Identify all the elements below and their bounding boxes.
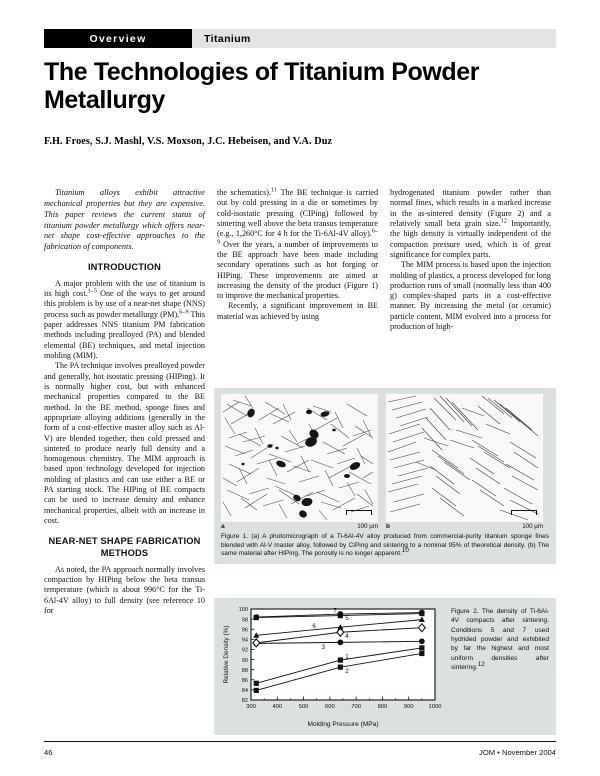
micrograph-a [221, 394, 378, 522]
svg-text:88: 88 [241, 667, 248, 674]
svg-text:Relative Density (%): Relative Density (%) [223, 625, 230, 684]
figure-2 [214, 598, 556, 735]
col2-p1-a: the schematics). [217, 188, 272, 197]
svg-text:3: 3 [321, 643, 326, 651]
figure-2-caption [451, 603, 549, 730]
svg-text:100: 100 [238, 607, 248, 614]
micrograph-b-footer [386, 523, 543, 530]
micrograph-b-graphic [386, 394, 543, 522]
figure-2-citation-ref: 12 [477, 660, 485, 668]
col1-p1-a: A major problem with the use of titanium is its high cost. [44, 278, 205, 299]
figure-2-caption-text: Figure 2. The density of Ti-6Al-4V compacts after sintering. Conditions 5 and 7 used hydrided powder and exhibited by far the highest and most uniform densities after sintering. [451, 608, 549, 672]
col3-paragraph-2: The MIM process is based upon the injection molding of plastics, a process developed for long production runs of small (normally less than 400 g) complex-shaped parts in a cost-effective manner. By increasing the metal (or ceramic) particle content, MIM evolved into a process for production of high- [390, 260, 551, 332]
svg-text:6: 6 [312, 623, 316, 631]
micrograph-a-wrap [221, 394, 378, 530]
chart-relative-density [221, 603, 443, 730]
micrograph-a-graphic [221, 394, 378, 522]
micrograph-a-footer [221, 523, 378, 530]
col1-paragraph-3: As noted, the PA approach normally involves compaction by HIPing below the beta transus temperature (which is about 996°C for the Ti-6Al-4V alloy) to full density (see reference 10 for [44, 564, 205, 616]
figure-1-caption-text: Figure 1. (a) A photomicrograph of a Ti-6Al-4V alloy produced from commercial-purity titanium sponge fines blended with Al-V master alloy, followed by CIPing and sintering to a nominal 95% of theoretical density. (b) The same material after HIPing. The porosity is no longer apparent. [221, 533, 549, 558]
svg-text:500: 500 [298, 704, 309, 710]
svg-text:4: 4 [345, 632, 349, 640]
heading-introduction: INTRODUCTION [87, 262, 162, 273]
svg-text:900: 900 [403, 704, 414, 710]
scale-bar-a [346, 510, 372, 518]
footer-divider [44, 741, 556, 742]
col2-p1-b: The BE technique is carried out by cold pressing in a die or sometimes by cold-isostatic pressing (CIPing) followed by sintering well above the beta transus temperature (e.g., 1,260°C for 4 h for the Ti-6Al-4V alloy). [217, 188, 379, 239]
col2-paragraph-2: Recently, a significant improvement in BE material was achieved by using [217, 301, 378, 321]
page-title: The Technologies of Titanium Powder Metallurgy [44, 58, 480, 114]
figure-1a-label: a [221, 523, 225, 530]
page-footer [44, 748, 556, 757]
svg-text:98: 98 [241, 617, 248, 624]
section-banner [44, 29, 556, 48]
figure-1-images [221, 394, 549, 530]
svg-text:1: 1 [345, 653, 349, 661]
page-number: 46 [44, 748, 53, 757]
svg-text:5: 5 [345, 615, 349, 623]
svg-text:2: 2 [345, 668, 349, 676]
svg-text:82: 82 [241, 698, 248, 705]
figure-1b-label: b [386, 523, 391, 530]
body-column-1 [44, 188, 205, 616]
micrograph-b-wrap [386, 394, 543, 530]
author-list: F.H. Froes, S.J. Mashl, V.S. Moxson, J.C. Hebeisen, and V.A. Duz [44, 136, 333, 147]
col2-paragraph-1 [217, 188, 378, 301]
citation-ref-1-5: 1–5 [87, 287, 97, 295]
svg-text:96: 96 [241, 627, 248, 634]
figure-1-citation-ref: 10 [401, 547, 409, 555]
col1-p1-c: This paper addresses NNS titanium PM fabrication methods including prealloyed (PA) and blended elemental (BE) techniques, and metal injection molding (MIM). [44, 309, 205, 360]
svg-text:800: 800 [377, 704, 388, 710]
body-column-2 [217, 188, 378, 322]
svg-text:7: 7 [333, 607, 337, 615]
scale-bar-b [511, 510, 537, 518]
chart-svg [221, 603, 443, 730]
col1-paragraph-1 [44, 279, 205, 362]
col3-p1-b: Importantly, the high density is virtually independent of the compaction pressure used, which is of great significance for complex parts. [390, 218, 551, 259]
svg-text:Molding Pressure (MPa): Molding Pressure (MPa) [307, 721, 379, 728]
svg-text:700: 700 [351, 704, 361, 710]
svg-text:84: 84 [241, 688, 248, 695]
citation-ref-6-9-b: 6–9 [217, 227, 378, 245]
figure-1 [214, 388, 556, 564]
svg-text:86: 86 [241, 677, 248, 684]
col2-p1-c: Over the years, a number of improvements to the BE approach have been made including secondary operations such as hot forging or HIPing. These improvements are aimed at increasing the density of the product (Figure 1) to improve the mechanical properties. [217, 239, 378, 301]
citation-ref-12: 12 [500, 217, 507, 225]
figure-1b-scale-text: 100 µm [522, 523, 543, 530]
col3-paragraph-1 [390, 188, 551, 260]
citation-ref-11: 11 [271, 186, 277, 194]
figure-1-caption [221, 533, 549, 559]
col1-paragraph-2: The PA technique involves prealloyed powder and generally, hot isostatic pressing (HIPing). It is normally higher cost, but with enhanced mechanical properties compared to the BE method. In the BE method, sponge fines and appropriate alloying additions (generally in the form of a cost-effective master alloy such as Al-V) are blended together, then cold pressed and sintered to produce nearly full density and a homogenous chemistry. The MIM approach is based upon technology developed for injection molding of plastics and can use either a BE or PA starting stock. The HIPing of BE compacts can be used to increase density and enhance mechanical properties, albeit with an increase in cost. [44, 361, 205, 525]
col1-p1-b: One of the ways to get around this problem is by use of a near-net shape (NNS) process such as powder metallurgy (PM). [44, 289, 205, 319]
heading-near-net-shape: NEAR-NET SHAPE FABRICATION METHODS [48, 536, 201, 559]
banner-overview-label: Overview [44, 29, 192, 48]
svg-text:90: 90 [241, 657, 248, 664]
figure-1a-scale-text: 100 µm [357, 523, 378, 530]
banner-topic-label: Titanium [192, 29, 556, 48]
col3-p1-a: hydrogenated titanium powder rather than normal fines, which results in a marked increase in the as-sintered density (Figure 2) and a relatively small beta grain size. [390, 188, 551, 228]
svg-text:94: 94 [241, 637, 248, 644]
svg-text:300: 300 [246, 704, 256, 710]
citation-ref-6-9: 6–9 [179, 308, 189, 316]
journal-issue: JOM • November 2004 [479, 748, 556, 757]
body-column-3 [390, 188, 551, 332]
svg-text:600: 600 [325, 704, 335, 710]
abstract-lead [44, 188, 205, 253]
svg-text:400: 400 [272, 704, 283, 710]
svg-text:92: 92 [241, 647, 248, 654]
svg-text:1000: 1000 [428, 704, 442, 710]
micrograph-b [386, 394, 543, 522]
abstract-text: Titanium alloys exhibit attractive mechanical properties but they are expensive. This paper reviews the current status of titanium powder metallurgy which offers near-net shape cost-effective approaches to the fabrication of components. [44, 188, 205, 252]
